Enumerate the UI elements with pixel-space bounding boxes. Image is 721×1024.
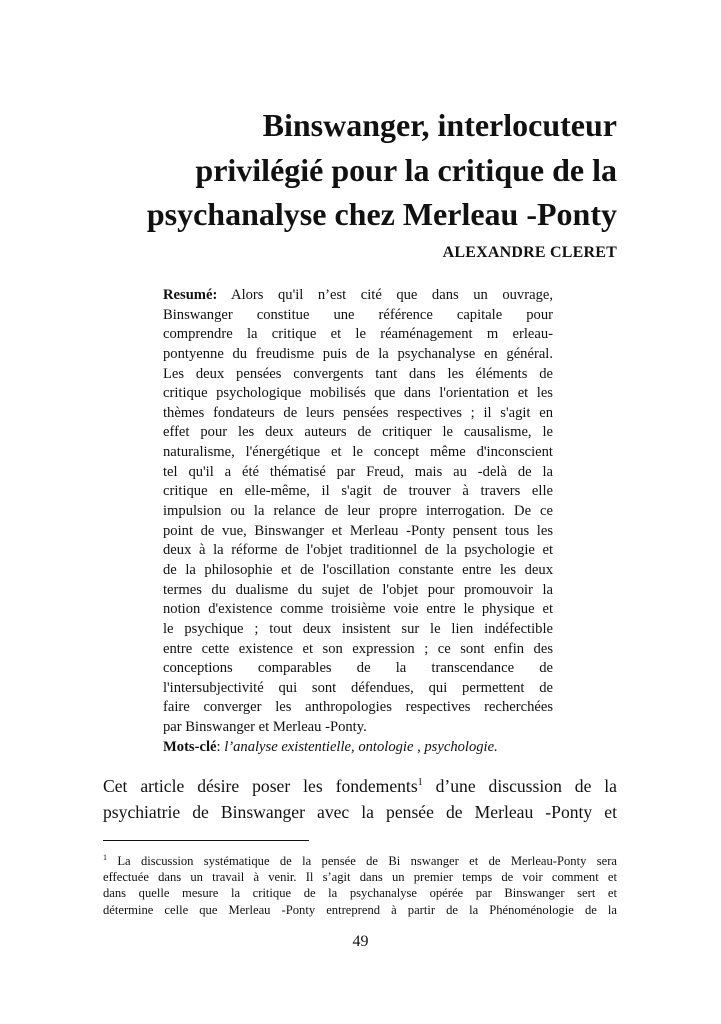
body-text: d’une discussion de la — [422, 776, 617, 796]
abstract — [163, 286, 553, 757]
body-text: Cet article désire poser les fondements — [103, 776, 418, 796]
abstract-line: critique en elle-même, il s'agit de trouver à travers elle — [163, 483, 553, 500]
abstract-line: point de vue, Binswanger et Merleau -Ponty pensent tous les — [163, 522, 553, 539]
title-line: psychanalyse chez Merleau -Ponty — [146, 196, 617, 232]
author-name: ALEXANDRE CLERET — [442, 244, 617, 261]
footnote-number: 1 — [103, 852, 107, 862]
body-paragraph — [103, 773, 617, 825]
abstract-line: conceptions comparables de la transcendance de — [163, 660, 553, 677]
abstract-line: entre cette existence et son expression ; ce sont enfin des — [163, 640, 553, 657]
abstract-line — [163, 286, 553, 306]
page-number: 49 — [352, 933, 369, 950]
abstract-line: critique psychologique mobilisés que dans l'orientation et les — [163, 385, 553, 402]
footnote-line: dans quelle mesure la critique de la psychanalyse opérée par Binswanger sert et — [103, 886, 617, 901]
abstract-text: Alors qu'il n’est cité que dans un ouvrage, — [217, 287, 553, 303]
abstract-line: faire converger les anthropologies respectives recherchées — [163, 699, 553, 716]
footnote — [103, 853, 617, 918]
footnote-text: La discussion systématique de la pensée de Bi nswanger et de Merleau-Ponty sera — [107, 854, 617, 868]
abstract-line: notion d'existence comme troisième voie entre le physique et — [163, 601, 553, 618]
abstract-line: effet pour les deux auteurs de critiquer le causalisme, le — [163, 424, 553, 441]
keywords-label: Mots-clé — [163, 738, 217, 755]
title-line: Binswanger, interlocuteur — [262, 107, 617, 143]
abstract-line: termes du dualisme du sujet de l'objet pour promouvoir la — [163, 581, 553, 598]
title-line: privilégié pour la critique de la — [195, 151, 617, 188]
abstract-line: thèmes fondateurs de leurs pensées respectives ; il s'agit en — [163, 404, 553, 421]
abstract-line: l'intersubjectivité qui sont défendues, qui permettent de — [163, 679, 553, 696]
keywords-value: l’analyse existentielle, ontologie , psychologie. — [224, 738, 498, 755]
keywords-line — [163, 738, 553, 758]
abstract-line: comprendre la critique et le réaménagement m erleau- — [163, 326, 553, 343]
footnote-line — [103, 853, 617, 869]
abstract-line: deux à la réforme de l'objet traditionnel de la psychologie et — [163, 542, 553, 559]
footnote-line: détermine celle que Merleau -Ponty entreprend à partir de la Phénoménologie de la — [103, 902, 617, 917]
keywords-separator: : — [216, 738, 225, 755]
body-line — [103, 773, 617, 799]
abstract-line: Les deux pensées convergents tant dans les éléments de — [163, 365, 553, 382]
abstract-line: de la philosophie et de l'oscillation constante entre les deux — [163, 561, 553, 578]
footnote-line: effectuée dans un travail à venir. Il s’agit dans un premier temps de voir comment et — [103, 870, 617, 885]
article-title — [97, 103, 617, 237]
footnote-separator — [103, 840, 309, 841]
abstract-line: impulsion ou la relance de leur propre interrogation. De ce — [163, 503, 553, 520]
abstract-line: par Binswanger et Merleau -Ponty. — [163, 719, 367, 736]
abstract-line: tel qu'il a été thématisé par Freud, mais au -delà de la — [163, 463, 553, 480]
footnote-reference[interactable]: 1 — [417, 777, 423, 789]
body-line: psychiatrie de Binswanger avec la pensée de Merleau -Ponty et — [103, 802, 617, 822]
abstract-line: le psychique ; tout deux insistent sur le lien indéfectible — [163, 620, 553, 637]
abstract-line: naturalisme, l'énergétique et le concept même d'inconscient — [163, 444, 553, 461]
abstract-label: Resumé: — [163, 287, 218, 303]
abstract-line: pontyenne du freudisme puis de la psychanalyse en général. — [163, 345, 553, 362]
abstract-line: Binswanger constitue une référence capitale pour — [163, 306, 553, 323]
